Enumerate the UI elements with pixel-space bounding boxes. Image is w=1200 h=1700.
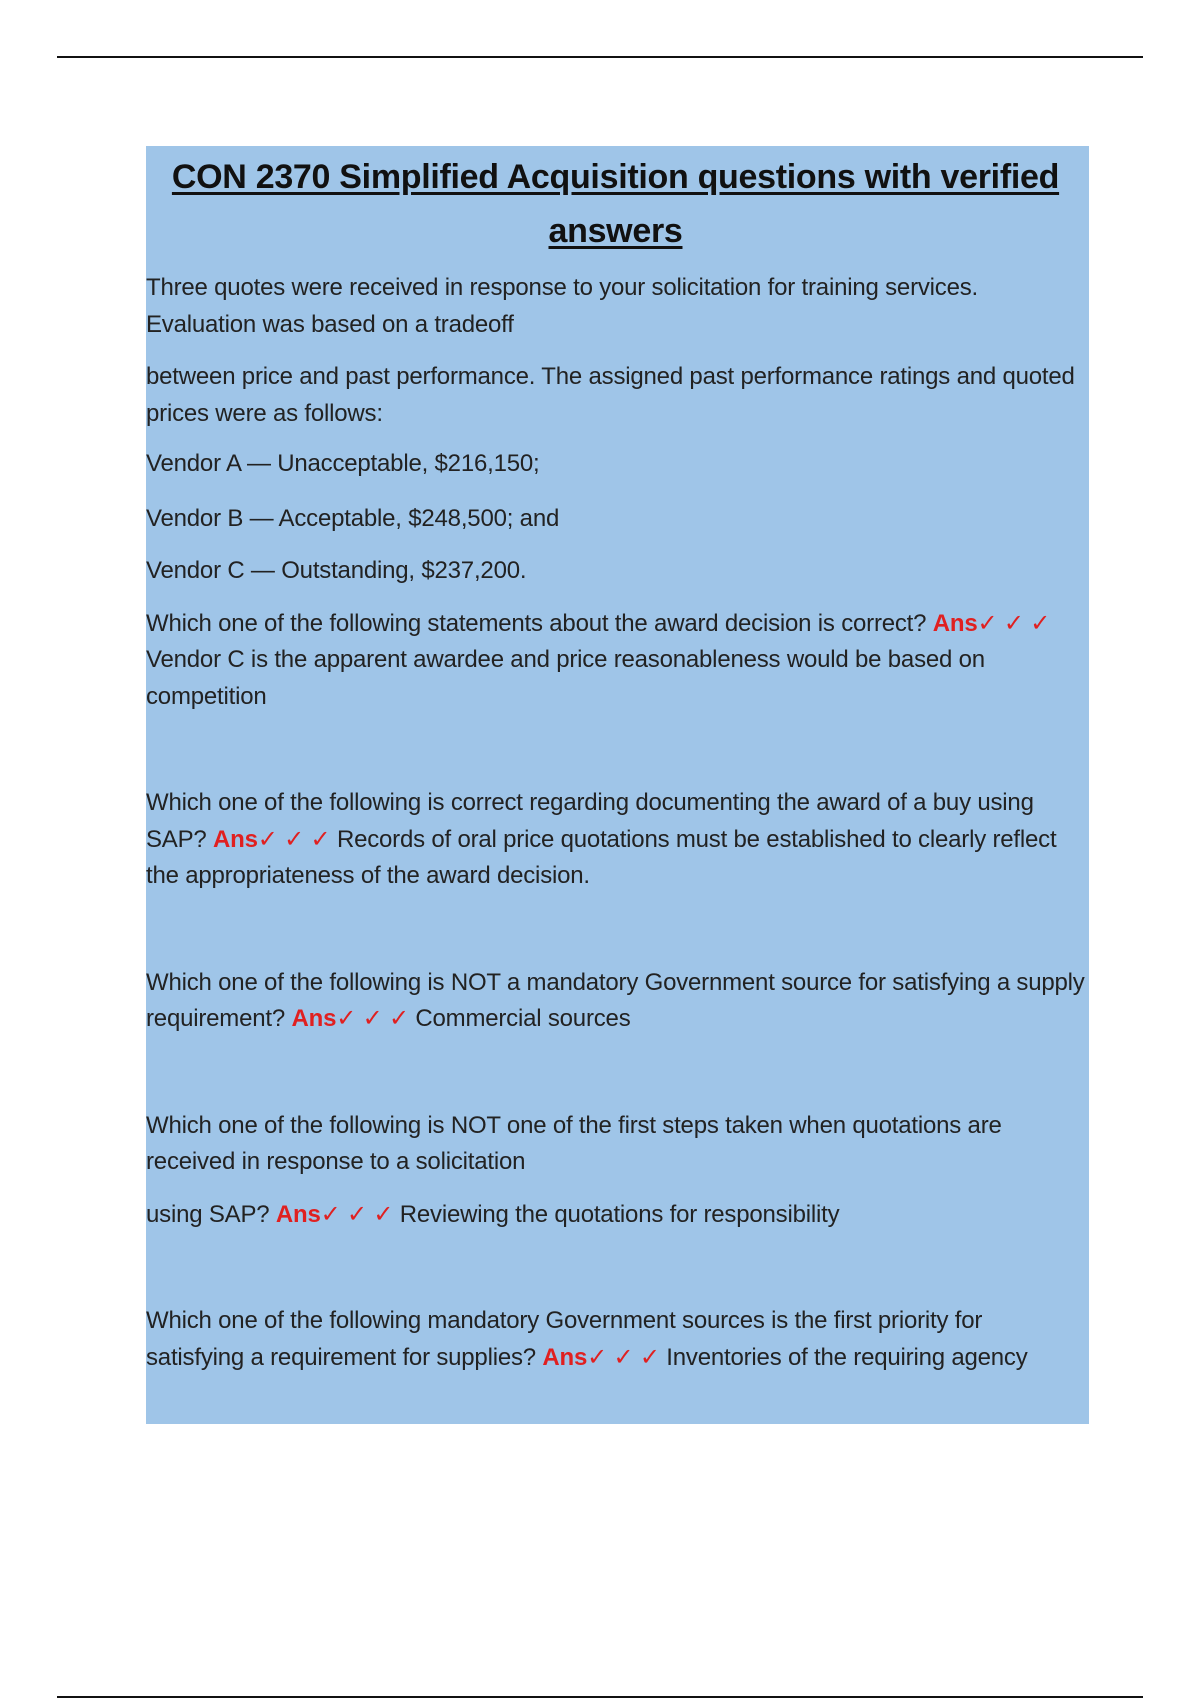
q1-answer: Vendor C is the apparent awardee and price reasonableness would be based on competition: [146, 646, 985, 710]
q5-answer-marker: Ans: [542, 1343, 588, 1371]
q5-check-marks: ✓ ✓ ✓: [587, 1343, 660, 1371]
q2-question: Which one of the following is correct regarding documenting the award of a buy using SAP?: [146, 789, 1034, 853]
q3-check-marks: ✓ ✓ ✓: [336, 1005, 409, 1032]
q2-block: [146, 785, 1085, 895]
q3-block: [146, 965, 1085, 1038]
q4-answer-marker: Ans: [275, 1200, 321, 1228]
q2-answer-marker: Ans: [213, 825, 258, 853]
q2-answer: Records of oral price quotations must be established to clearly reflect the appropriateness of the award decision.: [146, 825, 1057, 889]
q1-answer-marker: Ans: [932, 609, 978, 637]
q1-block: [146, 606, 1085, 716]
q1-intro-line-1: Three quotes were received in response to your solicitation for training services. Evaluation was based on a tradeoff: [146, 274, 979, 338]
q4-check-marks: ✓ ✓ ✓: [320, 1200, 394, 1228]
q4-question-part2: using SAP?: [146, 1200, 270, 1228]
q5-answer: Inventories of the requiring agency: [666, 1343, 1028, 1371]
q3-question: Which one of the following is NOT a mandatory Government source for satisfying a supply requirement?: [146, 968, 1085, 1032]
q1-vendor-c: Vendor C — Outstanding, $237,200.: [146, 557, 527, 584]
q4-question-part1: Which one of the following is NOT one of the first steps taken when quotations are received in response to a solicitation: [146, 1111, 1002, 1175]
q5-block: [146, 1303, 1085, 1376]
document-title: CON 2370 Simplified Acquisition questions with verified answers: [171, 158, 1060, 250]
header-rule: [57, 56, 1143, 58]
q1-vendor-a: Vendor A — Unacceptable, $216,150;: [146, 450, 540, 477]
q3-answer: Commercial sources: [415, 1005, 631, 1032]
footer-rule: [57, 1696, 1143, 1698]
q2-check-marks: ✓ ✓ ✓: [257, 825, 331, 853]
q3-answer-marker: Ans: [291, 1005, 337, 1032]
q1-check-marks: ✓ ✓ ✓: [977, 609, 1051, 637]
q1-question: Which one of the following statements about the award decision is correct?: [146, 609, 927, 637]
q5-question: Which one of the following mandatory Government sources is the first priority for satisfying a requirement for supplies?: [146, 1307, 983, 1371]
q4-answer: Reviewing the quotations for responsibility: [399, 1200, 840, 1228]
q4-block: [146, 1197, 1085, 1234]
q1-vendor-b: Vendor B — Acceptable, $248,500; and: [146, 504, 560, 532]
q1-intro-line-2: between price and past performance. The assigned past performance ratings and quoted prices were as follows:: [146, 363, 1075, 427]
document-panel: [146, 146, 1089, 1424]
